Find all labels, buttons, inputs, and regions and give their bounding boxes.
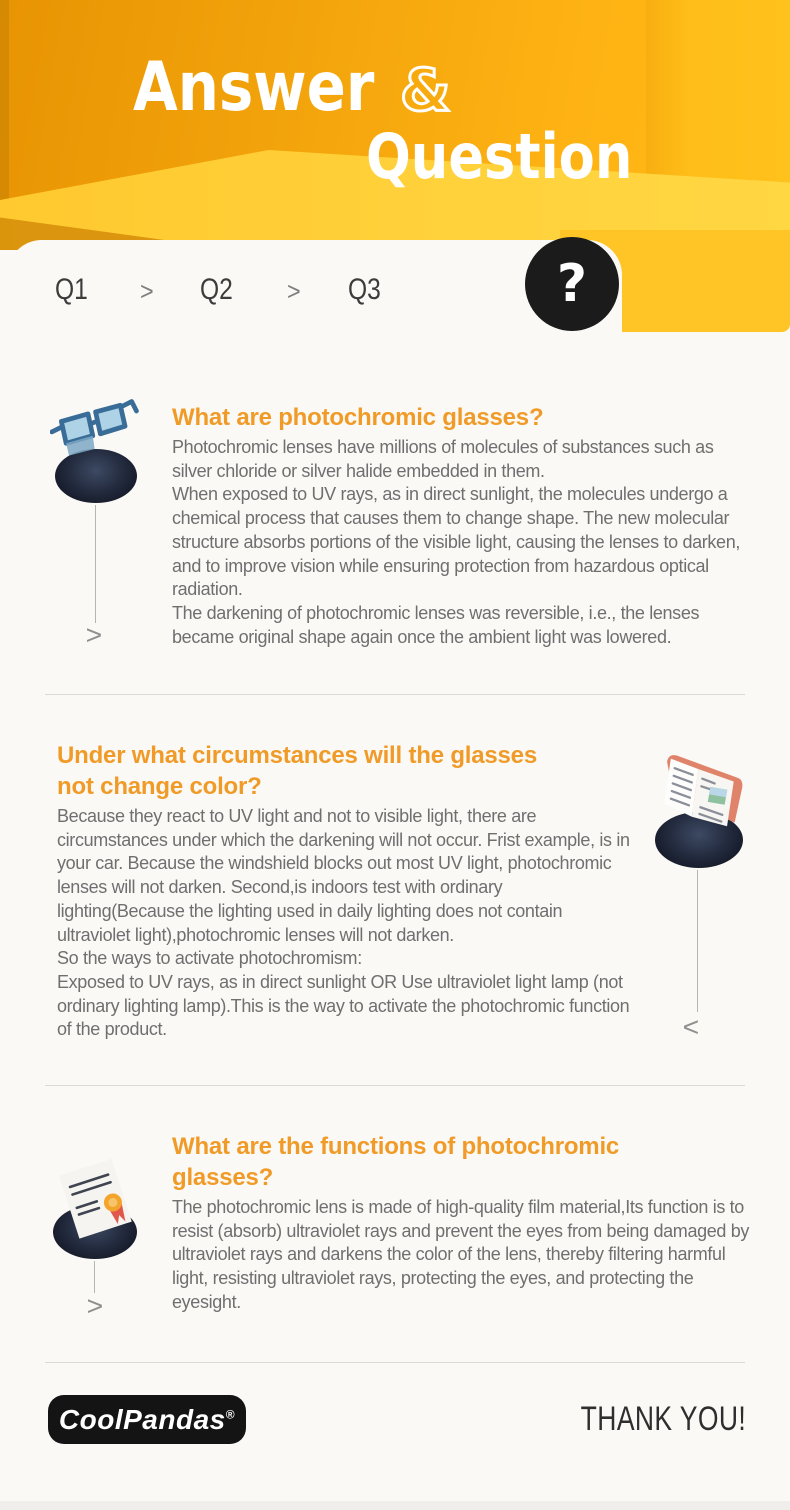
brand-logo (48, 1395, 246, 1444)
header-title-answer: Answer (133, 48, 375, 127)
connector-line (697, 870, 698, 1012)
connector-line (95, 505, 96, 623)
chevron-right-icon: > (86, 1291, 104, 1321)
section-divider (45, 1085, 745, 1086)
section2-body: Because they react to UV light and not to visible light, there are circumstances under which the darkening will not occur. Frist example, is in your car. Because the windshield blocks out most UV light, photochromic lenses will not darken. Second,is indoors test with ordinary lighting(Because the lighting used in daily lighting does not contain ultraviolet light),photochromic lenses will not darken. So the ways to activate photochromism: Exposed to UV rays, as in direct sunlight OR Use ultraviolet light lamp (not ordinary lighting lamp).This is the way to activate the photochromic function of the product. (57, 806, 630, 1040)
nav-separator-icon: > (287, 276, 301, 306)
glasses-icon (50, 396, 145, 464)
section3-heading: What are the functions of photochromic glasses? (172, 1133, 620, 1191)
section-divider (45, 694, 745, 695)
section3-body: The photochromic lens is made of high-quality film material,Its function is to resist (absorb) ultraviolet rays and prevent the eyes from being damaged by ultraviolet rays and darkens the color of the lens, thereby filtering harmful light, resisting ultraviolet rays, protecting the eyes, and protecting the eyesight. (172, 1197, 750, 1312)
page-bottom-strip (0, 1501, 790, 1510)
header-banner (0, 0, 790, 250)
question-mark-badge (525, 237, 619, 331)
section1-body: Photochromic lenses have millions of molecules of substances such as silver chloride or silver halide embedded in them. When exposed to UV rays, as in direct sunlight, the molecules undergo a chemical process that causes them to change shape. The new molecular structure absorbs portions of the visible light, causing the lenses to darken, and to improve vision while ensuring protection from hazardous optical radiation. The darkening of photochromic lenses was reversible, i.e., the lenses became original shape again once the ambient light was lowered. (172, 437, 741, 647)
open-book-icon (648, 744, 748, 840)
registered-trademark-icon: ® (225, 1407, 236, 1422)
nav-separator-icon: > (140, 276, 154, 306)
question-mark-icon: ? (556, 254, 588, 314)
brand-name: CoolPandas® (58, 1403, 236, 1435)
section-divider (45, 1362, 745, 1363)
nav-step-q1: Q1 (55, 273, 88, 306)
thank-you-text: THANK YOU! (580, 1400, 746, 1438)
connector-line (94, 1261, 95, 1293)
header-title-question: Question (366, 120, 633, 193)
chevron-left-icon: < (682, 1012, 700, 1042)
header-ampersand: & (400, 56, 451, 124)
nav-step-q3: Q3 (348, 273, 381, 306)
nav-step-q2: Q2 (200, 273, 233, 306)
section1-heading: What are photochromic glasses? (172, 404, 544, 431)
chevron-right-icon: > (85, 620, 103, 650)
certificate-icon (48, 1150, 140, 1242)
section2-heading: Under what circumstances will the glasses not change color? (57, 742, 537, 800)
